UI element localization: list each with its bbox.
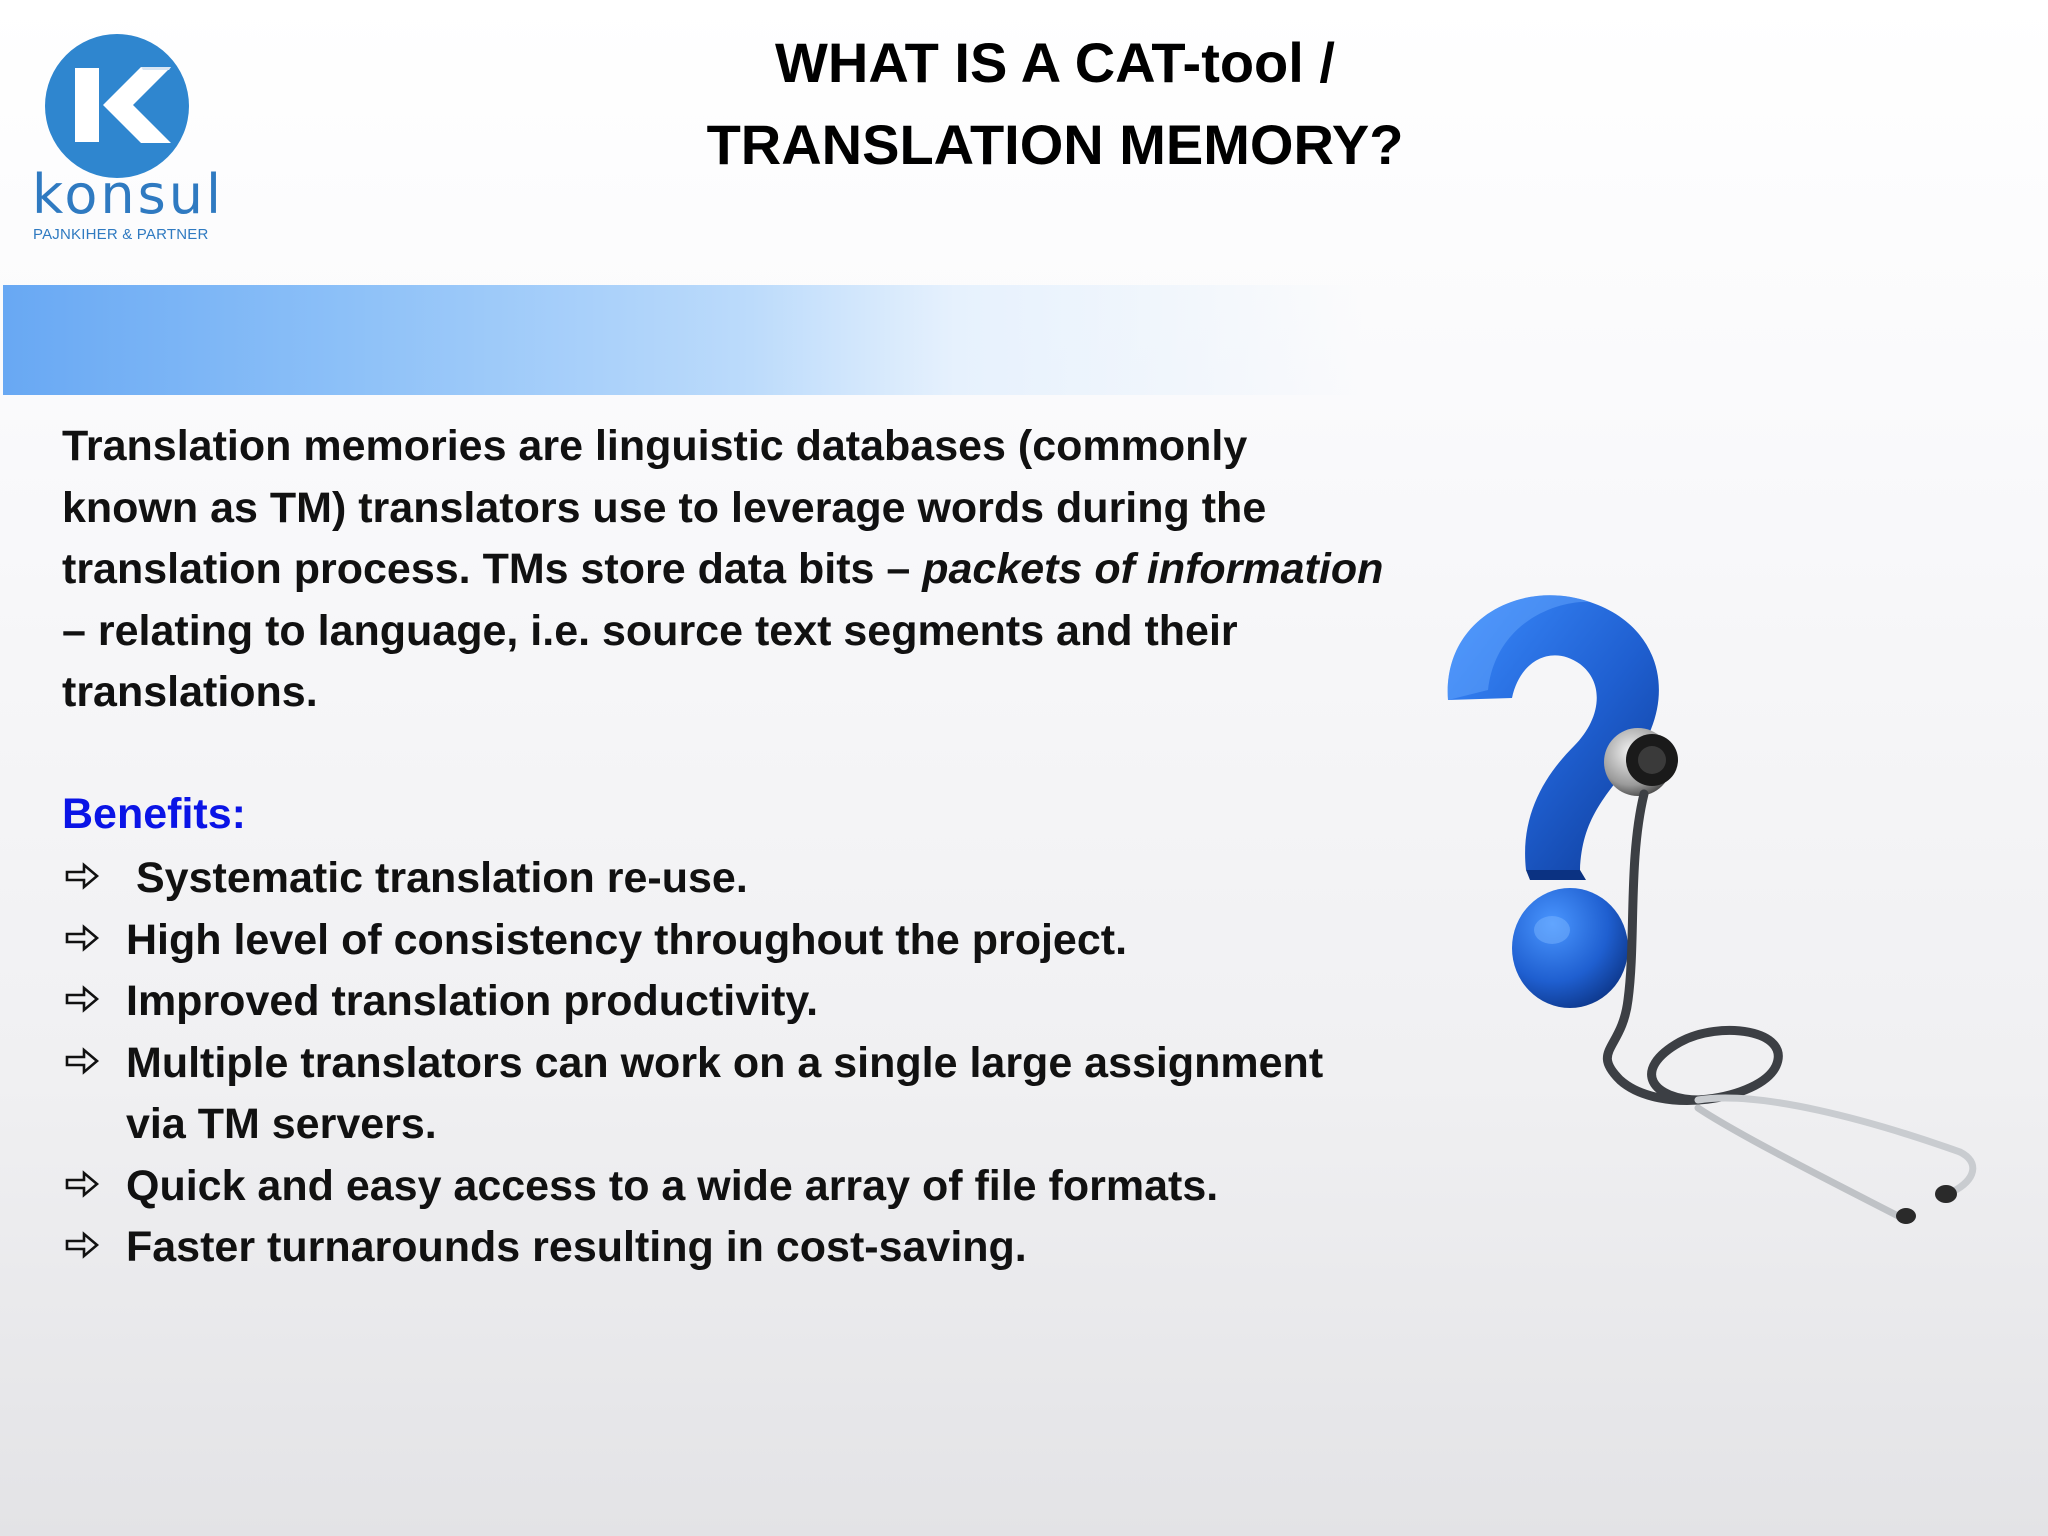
arrow-right-icon [64, 924, 100, 952]
arrow-right-icon [64, 1170, 100, 1198]
benefit-text: Improved translation productivity. [126, 977, 819, 1025]
intro-line-3-text: translation process. TMs store data bits – [62, 545, 923, 593]
company-logo [28, 30, 238, 245]
arrow-right-icon [64, 1231, 100, 1259]
question-mark-stethoscope-icon [1440, 580, 2000, 1240]
benefit-item [62, 910, 1462, 972]
benefit-item [62, 971, 1462, 1033]
benefit-text: Faster turnarounds resulting in cost-saving. [126, 1223, 1027, 1271]
benefit-text-continued: via TM servers. [126, 1100, 437, 1148]
logo-subtitle: PAJNKIHER & PARTNER [33, 226, 209, 243]
arrow-right-icon [64, 862, 100, 890]
intro-line-4: – relating to language, i.e. source text segments and their [62, 606, 1238, 655]
benefit-text: Quick and easy access to a wide array of file formats. [126, 1161, 1219, 1210]
arrow-right-icon [64, 1047, 100, 1075]
intro-italic-phrase: packets of information [922, 545, 1384, 593]
benefits-list [62, 848, 1462, 1279]
logo-k-icon [45, 34, 189, 178]
benefit-item [62, 1156, 1462, 1218]
title-line-1: WHAT IS A CAT-tool / [775, 31, 1335, 94]
logo-name: konsul [32, 163, 224, 226]
header-gradient-band [3, 285, 1363, 395]
slide-title [580, 22, 1530, 186]
benefit-text: High level of consistency throughout the project. [126, 915, 1128, 964]
intro-line-2: known as TM) translators use to leverage words during the [62, 483, 1267, 532]
benefit-text: Systematic translation re-use. [136, 854, 748, 902]
benefit-item [62, 1033, 1462, 1156]
benefit-text: Multiple translators can work on a single large assignment [126, 1038, 1324, 1087]
intro-line-5: translations. [62, 668, 318, 716]
title-line-2: TRANSLATION MEMORY? [706, 113, 1404, 176]
intro-line-3 [62, 539, 1462, 601]
benefit-item [62, 848, 1462, 910]
intro-paragraph [62, 416, 1462, 724]
arrow-right-icon [64, 985, 100, 1013]
benefits-heading: Benefits: [62, 790, 246, 838]
intro-line-1: Translation memories are linguistic databases (commonly [62, 422, 1248, 470]
benefit-item [62, 1217, 1462, 1279]
